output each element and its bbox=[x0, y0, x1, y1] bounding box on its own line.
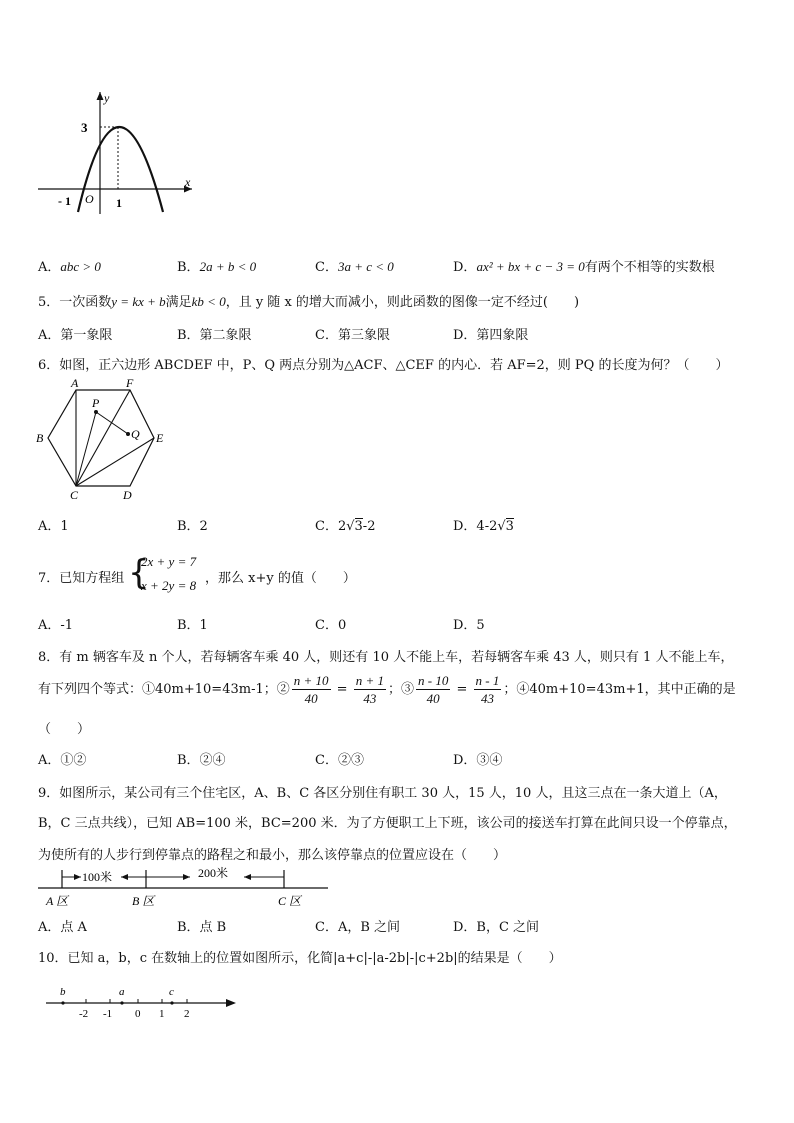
hexagon-figure bbox=[30, 376, 180, 502]
sqrt-icon: √ bbox=[346, 519, 355, 534]
number-line bbox=[40, 982, 240, 1022]
q6-option-d-pre: D．4-2 bbox=[453, 519, 498, 534]
q7-prefix: 7．已知方程组 bbox=[38, 571, 125, 586]
point-c: c bbox=[169, 986, 174, 998]
tick-0: 0 bbox=[135, 1008, 141, 1020]
label-neg1: - 1 bbox=[58, 194, 71, 208]
vertex-d: D bbox=[123, 488, 132, 502]
vertex-a: A bbox=[71, 376, 79, 390]
equals-sign: = bbox=[456, 682, 468, 697]
point-a: a bbox=[119, 986, 125, 998]
q8-option-c[interactable]: C．②③ bbox=[315, 753, 364, 768]
q4-option-d-math: ax² + bx + c − 3 = 0 bbox=[476, 259, 585, 274]
q4-option-a[interactable] bbox=[38, 256, 101, 275]
q9-line3: 为使所有的人步行到停靠点的路程之和最小，那么该停靠点的位置应设在（ ） bbox=[38, 848, 507, 863]
q9-option-b[interactable]: B．点 B bbox=[177, 920, 227, 935]
zone-b: B 区 bbox=[132, 894, 155, 908]
q5-stem bbox=[38, 291, 579, 310]
vertex-f: F bbox=[126, 376, 134, 390]
distance-ab: 100米 bbox=[82, 870, 113, 884]
q6-option-b[interactable]: B．2 bbox=[177, 519, 208, 534]
q7-eq1: 2x + y = 7 bbox=[141, 554, 197, 569]
q4-option-c[interactable] bbox=[315, 256, 394, 275]
q6-option-d[interactable] bbox=[453, 515, 514, 534]
q6-option-c-pre: C．2 bbox=[315, 519, 347, 534]
q6-option-c-radicand: 3 bbox=[354, 519, 363, 534]
zone-a: A 区 bbox=[46, 894, 69, 908]
q7-suffix: ，那么 x+y 的值（ ） bbox=[205, 571, 356, 586]
q8-option-a[interactable]: A．①② bbox=[38, 753, 87, 768]
q4-option-b[interactable] bbox=[177, 256, 256, 275]
q4-option-b-label: B． bbox=[177, 260, 200, 275]
q8-option-b[interactable]: B．②④ bbox=[177, 753, 226, 768]
q5-option-d[interactable]: D．第四象限 bbox=[453, 328, 529, 343]
q5-option-c[interactable]: C．第三象限 bbox=[315, 328, 390, 343]
q8-line3: （ ） bbox=[38, 722, 91, 737]
q4-option-a-label: A． bbox=[38, 260, 61, 275]
q8-fraction-4: $\frac{n - 1}{43}$ bbox=[475, 673, 500, 706]
q7-option-d[interactable]: D．5 bbox=[453, 618, 485, 633]
q4-option-c-label: C． bbox=[315, 260, 338, 275]
tick-2: 2 bbox=[184, 1008, 190, 1020]
q6-option-a[interactable]: A．1 bbox=[38, 519, 69, 534]
q5-option-b[interactable]: B．第二象限 bbox=[177, 328, 252, 343]
q9-option-d[interactable]: D．B，C 之间 bbox=[453, 920, 540, 935]
q8-line1: 8．有 m 辆客车及 n 个人，若每辆客车乘 40 人，则还有 10 人不能上车，若每辆客车乘 43 人，则只有 1 人不能上车， bbox=[38, 650, 734, 665]
point-q: Q bbox=[131, 427, 140, 441]
q9-option-c[interactable]: C．A，B 之间 bbox=[315, 920, 401, 935]
distance-bc: 200米 bbox=[198, 866, 229, 880]
q7-option-c[interactable]: C．0 bbox=[315, 618, 347, 633]
q7-option-a[interactable]: A．-1 bbox=[38, 618, 74, 633]
vertex-e: E bbox=[156, 431, 164, 445]
q6-option-c[interactable] bbox=[315, 515, 375, 534]
label-3: 3 bbox=[81, 120, 88, 135]
q4-option-c-math: 3a + c < 0 bbox=[337, 259, 394, 274]
brace-icon: { bbox=[128, 553, 150, 593]
label-origin: O bbox=[85, 192, 94, 206]
q4-option-a-math: abc > 0 bbox=[60, 259, 101, 274]
equals-sign: = bbox=[336, 682, 348, 697]
q8-fraction-2: $\frac{n + 1}{43}$ bbox=[355, 673, 384, 706]
y-axis-label: y bbox=[104, 91, 110, 105]
q4-option-d-suffix: 有两个不相等的实数根 bbox=[584, 260, 715, 275]
q6-option-c-post: -2 bbox=[362, 519, 376, 534]
q8-line2-b: ；④40m+10=43m+1，其中正确的是 bbox=[503, 682, 736, 697]
q6-option-d-radicand: 3 bbox=[505, 519, 514, 534]
q9-line2: B，C 三点共线），已知 AB=100 米，BC=200 米．为了方便职工上下班，该公司的接送车打算在此间只设一个停靠点， bbox=[38, 816, 737, 831]
road-figure bbox=[36, 862, 336, 910]
parabola-graph bbox=[30, 86, 200, 216]
tick-neg1: -1 bbox=[103, 1008, 113, 1020]
q8-line2 bbox=[38, 672, 736, 707]
q5-suffix: ，且 y 随 x 的增大而减小，则此函数的图像一定不经过( ) bbox=[225, 295, 580, 310]
q5-math2: kb < 0 bbox=[191, 294, 226, 309]
q5-option-a[interactable]: A．第一象限 bbox=[38, 328, 113, 343]
q4-option-d-label: D． bbox=[453, 260, 477, 275]
q8-fraction-3: $\frac{n - 10}{40}$ bbox=[418, 673, 449, 706]
q9-option-a[interactable]: A．点 A bbox=[38, 920, 87, 935]
point-p: P bbox=[92, 396, 100, 410]
q10-stem: 10．已知 a，b，c 在数轴上的位置如图所示，化简|a+c|-|a-2b|-|c+2b|的结果是（ ） bbox=[38, 951, 562, 966]
vertex-b: B bbox=[36, 431, 44, 445]
q6-stem: 6．如图，正六边形 ABCDEF 中，P、Q 两点分别为△ACF、△CEF 的内心．若 AF=2，则 PQ 的长度为何？（ ） bbox=[38, 358, 729, 373]
q7-eq2: x + 2y = 8 bbox=[141, 578, 197, 593]
q9-line1: 9．如图所示，某公司有三个住宅区，A、B、C 各区分别住有职工 30 人，15 人，10 人，且这三点在一条大道上（A， bbox=[38, 786, 727, 801]
sqrt-icon: √ bbox=[497, 519, 506, 534]
q8-option-d[interactable]: D．③④ bbox=[453, 753, 503, 768]
label-1: 1 bbox=[116, 196, 122, 210]
q4-option-b-math: 2a + b < 0 bbox=[199, 259, 257, 274]
tick-1: 1 bbox=[159, 1008, 165, 1020]
q4-option-d[interactable] bbox=[453, 256, 715, 275]
q5-math1: y = kx + b bbox=[111, 294, 166, 309]
tick-neg2: -2 bbox=[79, 1008, 89, 1020]
q7-option-b[interactable]: B．1 bbox=[177, 618, 208, 633]
point-b: b bbox=[60, 986, 66, 998]
zone-c: C 区 bbox=[278, 894, 302, 908]
q8-fraction-1: $\frac{n + 10}{40}$ bbox=[293, 673, 329, 706]
x-axis-label: x bbox=[185, 175, 191, 189]
q5-mid: 满足 bbox=[165, 295, 192, 310]
q8-sep1: ；③ bbox=[387, 682, 414, 697]
vertex-c: C bbox=[70, 488, 79, 502]
q5-prefix: 5．一次函数 bbox=[38, 295, 112, 310]
q8-line2-a: 有下列四个等式：①40m+10=43m-1；② bbox=[38, 682, 290, 697]
